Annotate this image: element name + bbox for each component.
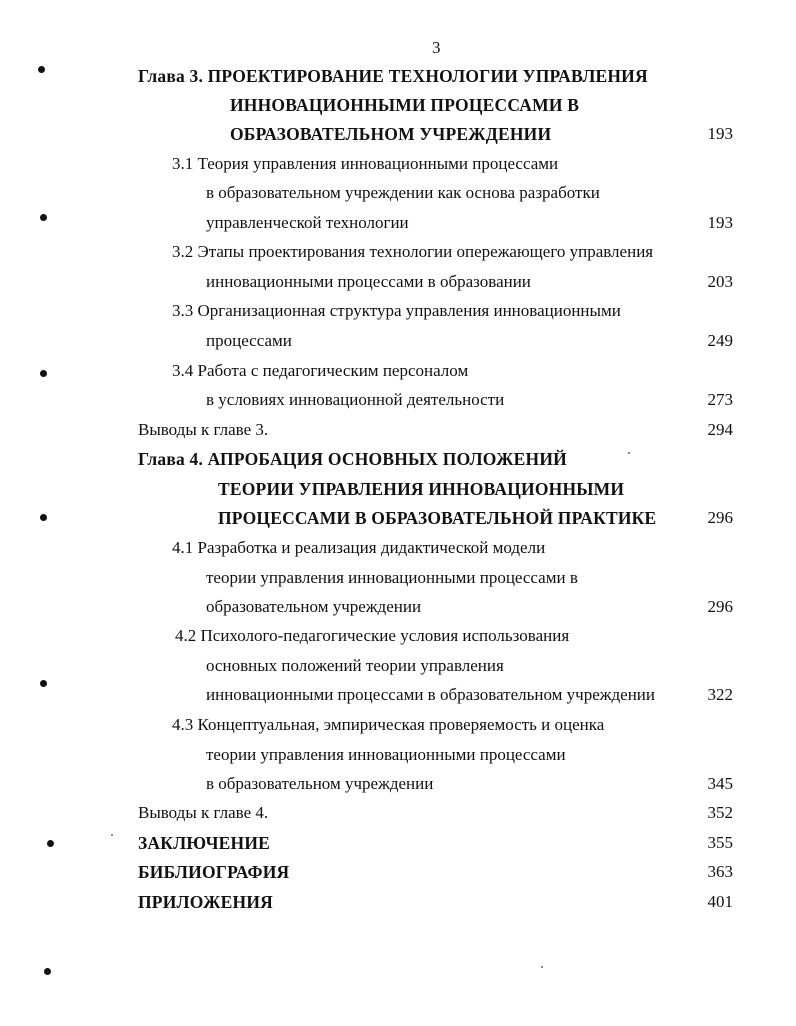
page-number: 3	[432, 38, 441, 57]
chapter3-heading-line3: ОБРАЗОВАТЕЛЬНОМ УЧРЕЖДЕНИИ	[230, 124, 552, 144]
section-3-1-line2: в образовательном учреждении как основа разработки	[206, 183, 600, 202]
section-4-1-line1: 4.1 Разработка и реализация дидактической модели	[172, 538, 546, 557]
section-3-2-line1: 3.2 Этапы проектирования технологии опережающего управления	[172, 242, 654, 261]
chapter4-heading-line2: ТЕОРИИ УПРАВЛЕНИЯ ИННОВАЦИОННЫМИ	[218, 479, 625, 499]
chapter4-conclusions: Выводы к главе 4.	[138, 803, 269, 822]
binding-hole	[40, 370, 47, 377]
chapter3-conclusions: Выводы к главе 3.	[138, 420, 269, 439]
chapter3-page: 193	[707, 124, 733, 143]
section-4-3-line2: теории управления инновационными процессами	[206, 745, 566, 764]
appendices-page: 401	[707, 892, 733, 911]
binding-hole	[40, 680, 47, 687]
binding-hole	[40, 214, 47, 221]
section-3-3-line1: 3.3 Организационная структура управления инновационными	[172, 301, 621, 320]
conclusion-page: 355	[707, 833, 733, 852]
appendices-heading: ПРИЛОЖЕНИЯ	[138, 892, 273, 912]
chapter4-heading: Глава 4. АПРОБАЦИЯ ОСНОВНЫХ ПОЛОЖЕНИЙ	[138, 449, 567, 469]
section-3-1-page: 193	[707, 213, 733, 232]
binding-hole	[38, 66, 45, 73]
binding-hole	[47, 840, 54, 847]
section-4-3-line1: 4.3 Концептуальная, эмпирическая проверяемость и оценка	[172, 715, 605, 734]
scan-speck	[628, 452, 630, 454]
scan-speck	[541, 966, 543, 968]
chapter3-conclusions-page: 294	[707, 420, 733, 439]
section-4-1-line2: теории управления инновационными процессами в	[206, 568, 578, 587]
section-3-2-line2: инновационными процессами в образовании	[206, 272, 531, 291]
section-3-1-line1: 3.1 Теория управления инновационными процессами	[172, 154, 559, 173]
section-4-2-page: 322	[707, 685, 733, 704]
scan-speck	[111, 834, 113, 836]
chapter3-heading-line2: ИННОВАЦИОННЫМИ ПРОЦЕССАМИ В	[230, 95, 580, 115]
binding-hole	[44, 968, 51, 975]
section-4-1-page: 296	[707, 597, 733, 616]
section-3-4-page: 273	[707, 390, 733, 409]
section-4-3-page: 345	[707, 774, 733, 793]
bibliography-page: 363	[707, 862, 733, 881]
section-4-2-line1: 4.2 Психолого-педагогические условия использования	[175, 626, 570, 645]
section-4-2-line2: основных положений теории управления	[206, 656, 504, 675]
conclusion-heading: ЗАКЛЮЧЕНИЕ	[138, 833, 271, 853]
section-4-3-line3: в образовательном учреждении	[206, 774, 434, 793]
chapter4-conclusions-page: 352	[707, 803, 733, 822]
bibliography-heading: БИБЛИОГРАФИЯ	[138, 862, 290, 882]
section-4-1-line3: образовательном учреждении	[206, 597, 422, 616]
section-3-1-line3: управленческой технологии	[206, 213, 409, 232]
section-3-3-line2: процессами	[206, 331, 292, 350]
section-3-2-page: 203	[707, 272, 733, 291]
section-4-2-line3: инновационными процессами в образовательном учреждении	[206, 685, 655, 704]
chapter4-heading-line3: ПРОЦЕССАМИ В ОБРАЗОВАТЕЛЬНОЙ ПРАКТИКЕ	[218, 508, 657, 528]
section-3-4-line1: 3.4 Работа с педагогическим персоналом	[172, 361, 469, 380]
binding-hole	[40, 514, 47, 521]
chapter3-heading: Глава 3. ПРОЕКТИРОВАНИЕ ТЕХНОЛОГИИ УПРАВЛЕНИЯ	[138, 66, 648, 86]
section-3-4-line2: в условиях инновационной деятельности	[206, 390, 505, 409]
section-3-3-page: 249	[707, 331, 733, 350]
chapter4-page: 296	[707, 508, 733, 527]
